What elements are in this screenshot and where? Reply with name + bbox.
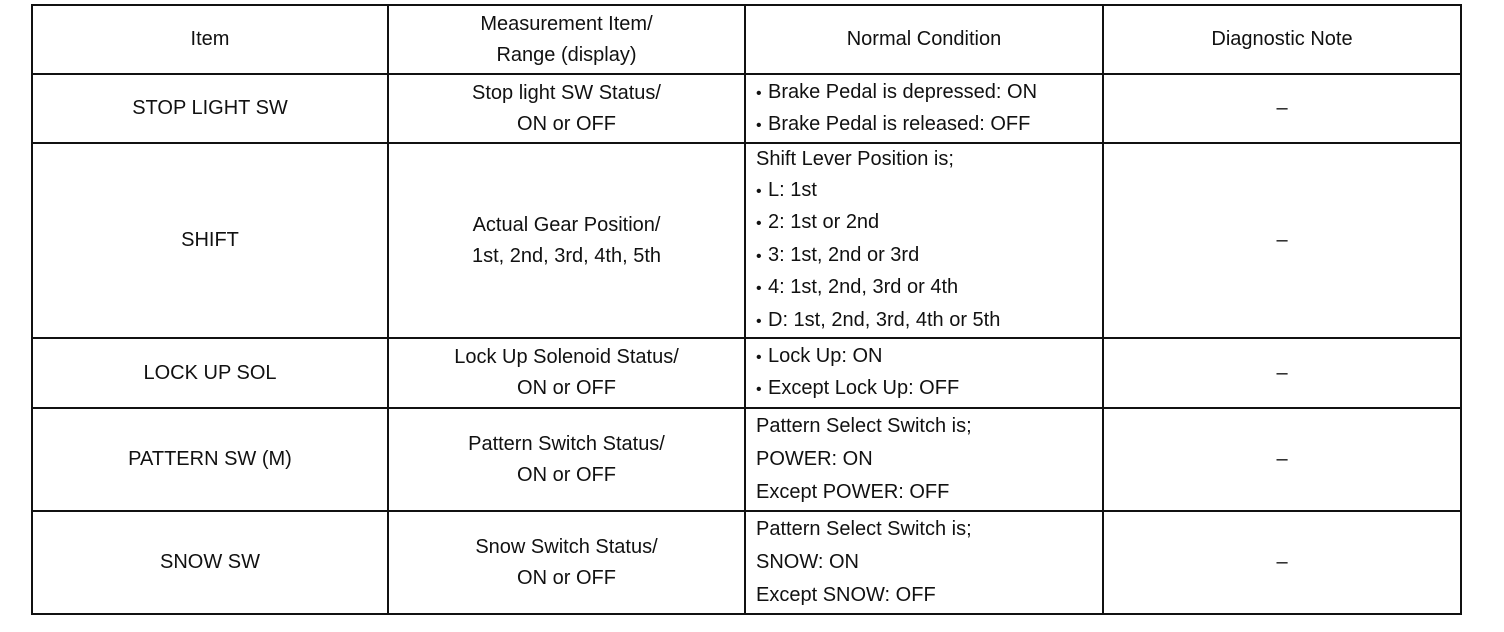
- note-cell: –: [1103, 74, 1461, 143]
- condition-cell: • Lock Up: ON • Except Lock Up: OFF: [745, 338, 1103, 408]
- note-cell: –: [1103, 511, 1461, 614]
- condition-cell: Shift Lever Position is; • L: 1st • 2: 1st or 2nd • 3: 1st, 2nd or 3rd • 4: 1st, 2nd, 3rd or 4th • D: 1st, 2nd, 3rd, 4th or 5th: [745, 143, 1103, 338]
- header-item: Item: [32, 5, 388, 74]
- measurement-cell: Stop light SW Status/ ON or OFF: [388, 74, 745, 143]
- header-row: [32, 5, 1461, 74]
- condition-cell: Pattern Select Switch is; SNOW: ON Except SNOW: OFF: [745, 511, 1103, 614]
- table-row: [32, 408, 1461, 511]
- note-cell: –: [1103, 338, 1461, 408]
- measurement-cell: Actual Gear Position/ 1st, 2nd, 3rd, 4th, 5th: [388, 143, 745, 338]
- table-row: [32, 143, 1461, 338]
- table-row: [32, 338, 1461, 408]
- note-cell: –: [1103, 143, 1461, 338]
- measurement-cell: Pattern Switch Status/ ON or OFF: [388, 408, 745, 511]
- condition-cell: Pattern Select Switch is; POWER: ON Except POWER: OFF: [745, 408, 1103, 511]
- diagnostic-data-table: [31, 4, 1462, 615]
- condition-cell: • Brake Pedal is depressed: ON • Brake Pedal is released: OFF: [745, 74, 1103, 143]
- item-cell: LOCK UP SOL: [32, 338, 388, 408]
- item-cell: SHIFT: [32, 143, 388, 338]
- measurement-cell: Snow Switch Status/ ON or OFF: [388, 511, 745, 614]
- table-row: [32, 74, 1461, 143]
- header-normal-condition: Normal Condition: [745, 5, 1103, 74]
- header-diagnostic-note: Diagnostic Note: [1103, 5, 1461, 74]
- item-cell: PATTERN SW (M): [32, 408, 388, 511]
- measurement-cell: Lock Up Solenoid Status/ ON or OFF: [388, 338, 745, 408]
- note-cell: –: [1103, 408, 1461, 511]
- item-cell: SNOW SW: [32, 511, 388, 614]
- header-measurement: Measurement Item/ Range (display): [388, 5, 745, 74]
- item-cell: STOP LIGHT SW: [32, 74, 388, 143]
- table-row: [32, 511, 1461, 614]
